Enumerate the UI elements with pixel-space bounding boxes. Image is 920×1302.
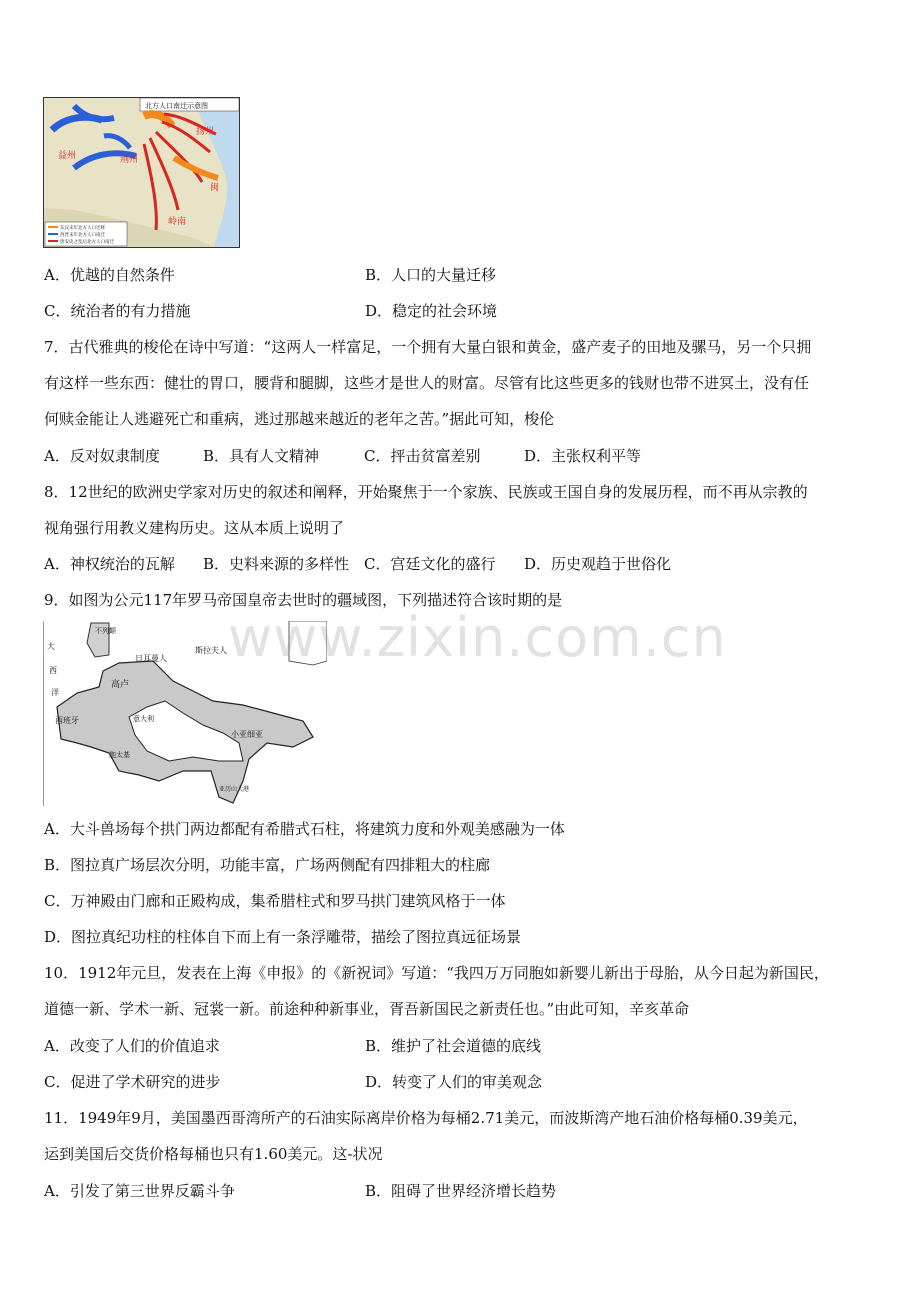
q9-stem: 9．如图为公元117年罗马帝国皇帝去世时的疆域图，下列描述符合该时期的是 <box>44 591 563 609</box>
q7-stem-line: 7．古代雅典的梭伦在诗中写道：“这两人一样富足，一个拥有大量白银和黄金，盛产麦子的田地及骡马，另一个只拥 <box>44 338 812 356</box>
map-label: 亚历山大港 <box>219 786 250 793</box>
q8-option-a[interactable]: A．神权统治的瓦解 <box>44 555 175 573</box>
q11-option-a[interactable]: A．引发了第三世界反霸斗争 <box>44 1182 235 1200</box>
q7-option-b[interactable]: B．具有人文精神 <box>203 447 320 465</box>
q10-option-a[interactable]: A．改变了人们的价值追求 <box>44 1037 220 1055</box>
q6-option-a[interactable]: A．优越的自然条件 <box>44 266 175 284</box>
map-label: 迦太基 <box>109 751 130 759</box>
legend-entry: 西晋末年北方人口南迁 <box>60 233 105 238</box>
q9-option-a[interactable]: A．大斗兽场每个拱门两边都配有希腊式石柱，将建筑力度和外观美感融为一体 <box>44 820 565 838</box>
map-label: 不列颠 <box>95 627 116 635</box>
q7-stem-line: 有这样一些东西：健壮的胃口，腰背和腿脚，这些才是世人的财富。尽管有比这些更多的钱财也带不进冥土，没有任 <box>44 374 810 392</box>
q7-option-d[interactable]: D．主张权利平等 <box>524 447 642 465</box>
map-label: 扬州 <box>196 127 215 137</box>
q6-option-b[interactable]: B．人口的大量迁移 <box>365 266 497 284</box>
map-label: 日耳曼人 <box>135 654 167 663</box>
q10-option-b[interactable]: B．维护了社会道德的底线 <box>365 1037 542 1055</box>
q9-option-d[interactable]: D．图拉真纪功柱的柱体自下而上有一条浮雕带，描绘了图拉真远征场景 <box>44 928 522 946</box>
q7-option-c[interactable]: C．抨击贫富差别 <box>364 447 481 465</box>
map-label: 洋 <box>51 688 59 697</box>
q8-option-c[interactable]: C．宫廷文化的盛行 <box>364 555 496 573</box>
q8-option-b[interactable]: B．史料来源的多样性 <box>203 555 350 573</box>
map-label: 闽 <box>210 183 220 193</box>
watermark: www.zixin.com.cn <box>228 606 727 669</box>
q11-option-b[interactable]: B．阻碍了世界经济增长趋势 <box>365 1182 557 1200</box>
migration-map-graphic <box>44 98 239 247</box>
q10-option-c[interactable]: C．促进了学术研究的进步 <box>44 1073 221 1091</box>
map-label: 高卢 <box>111 680 130 690</box>
q11-stem-line: 11．1949年9月，美国墨西哥湾所产的石油实际离岸价格为每桶2.71美元，而波斯湾产地石油价格每桶0.39美元， <box>44 1109 808 1127</box>
map-label: 西班牙 <box>55 716 79 725</box>
q10-stem-line: 道德一新、学术一新、冠裳一新。前途种种新事业，胥吾新国民之新责任也。”由此可知，辛亥革命 <box>44 1000 690 1018</box>
map-label: 小亚细亚 <box>231 730 263 739</box>
map-label: 岭南 <box>168 217 187 227</box>
q6-option-c[interactable]: C．统治者的有力措施 <box>44 302 191 320</box>
map-label: 荆州 <box>120 155 139 165</box>
q7-option-a[interactable]: A．反对奴隶制度 <box>44 447 160 465</box>
q9-option-b[interactable]: B．图拉真广场层次分明，功能丰富，广场两侧配有四排粗大的柱廊 <box>44 856 491 874</box>
q11-stem-line: 运到美国后交货价格每桶也只有1.60美元。这-状况 <box>44 1145 383 1163</box>
q8-stem-line: 8．12世纪的欧洲史学家对历史的叙述和阐释，开始聚焦于一个家族、民族或王国自身的发展历程，而不再从宗教的 <box>44 483 808 501</box>
migration-map <box>43 97 240 248</box>
legend-entry: 东汉末年北方人口迁移 <box>60 226 105 231</box>
map-label: 意大利 <box>133 715 154 723</box>
map-label: 大 <box>47 642 55 651</box>
q10-option-d[interactable]: D．转变了人们的审美观念 <box>365 1073 543 1091</box>
q8-stem-line: 视角强行用教义建构历史。这从本质上说明了 <box>44 519 345 537</box>
q7-stem-line: 何赎金能让人逃避死亡和重病，逃过那越来越近的老年之苦。”据此可知，梭伦 <box>44 410 555 428</box>
migration-map-title: 北方人口南迁示意图 <box>145 102 208 110</box>
q6-option-d[interactable]: D．稳定的社会环境 <box>365 302 498 320</box>
q9-option-c[interactable]: C．万神殿由门廊和正殿构成，集希腊柱式和罗马拱门建筑风格于一体 <box>44 892 506 910</box>
map-label: 西 <box>49 666 57 675</box>
map-label: 益州 <box>58 151 77 161</box>
legend-entry: 唐安史之乱后北方人口南迁 <box>60 240 114 245</box>
q10-stem-line: 10．1912年元旦，发表在上海《申报》的《新祝词》写道：“我四万万同胞如新婴儿新出于母胎，从今日起为新国民， <box>44 964 829 982</box>
q8-option-d[interactable]: D．历史观趋于世俗化 <box>524 555 672 573</box>
map-label: 斯拉夫人 <box>195 646 227 655</box>
